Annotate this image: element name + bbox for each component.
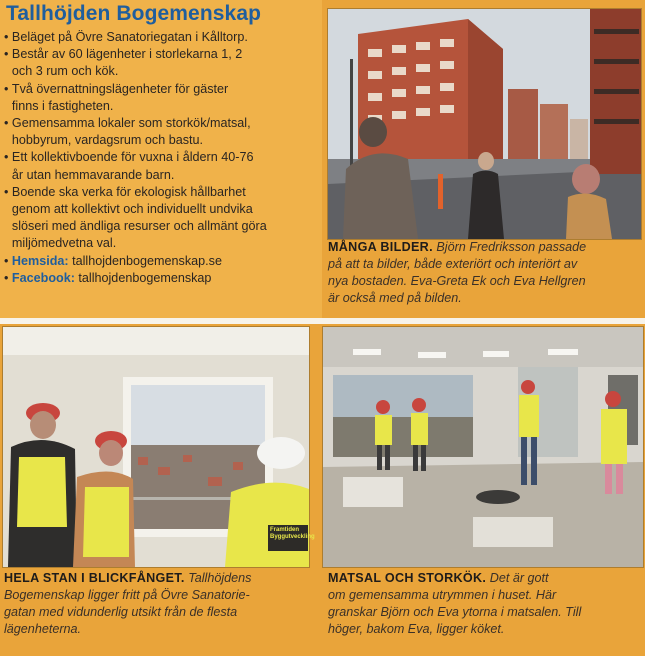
vest-print-text: Framtiden Byggutveckling	[270, 527, 315, 540]
info-bullet: • Ett kollektivboende för vuxna i åldern 40-76	[4, 149, 320, 166]
caption-matsal-storkok: MATSAL OCH STORKÖK. Det är gott om gemensamma utrymmen i huset. Här granskar Björn och Eva ytorna i matsalen. Till höger, bakom Eva, ligger köket.	[328, 571, 582, 636]
info-bullet-cont: genom att kollektivt och individuellt undvika	[11, 202, 253, 217]
info-bullet: • Boende ska verka för ekologisk hållbarhet	[4, 184, 320, 201]
info-bullet-cont: år utan hemmavarande barn.	[11, 167, 175, 182]
window-photo-illustration	[3, 327, 315, 567]
homepage-line: • Hemsida: tallhojdenbogemenskap.se	[4, 253, 320, 270]
info-bullet: • Gemensamma lokaler som storkök/matsal,	[4, 115, 320, 132]
info-bullet: • Beläget på Övre Sanatoriegatan i Kålltorp.	[4, 29, 320, 46]
info-box	[0, 0, 322, 318]
section-divider	[0, 318, 645, 324]
info-title: Tallhöjden Bogemenskap	[6, 2, 262, 25]
photo-building-exterior	[327, 8, 642, 240]
info-bullet-cont: miljömedvetna val.	[11, 236, 117, 251]
photo-dining-hall	[322, 326, 644, 568]
info-bullet-cont: slöseri med ändliga resurser och allmänt göra	[11, 219, 267, 234]
facebook-line: • Facebook: tallhojdenbogemenskap	[4, 270, 320, 287]
photo-window-view	[2, 326, 315, 568]
caption-manga-bilder: MÅNGA BILDER. Björn Fredriksson passade på att ta bilder, både exteriört och interiört av nya bostaden. Eva-Greta Ek och Eva Hellgren är också med på bilden.	[328, 240, 587, 305]
dining-photo-illustration	[323, 327, 643, 567]
info-bullet: • Två övernattningslägenheter för gäster	[4, 81, 320, 98]
facebook-link[interactable]: tallhojdenbogemenskap	[78, 270, 212, 285]
homepage-link[interactable]: tallhojdenbogemenskap.se	[72, 253, 222, 268]
info-bullet-cont: hobbyrum, vardagsrum och bastu.	[11, 133, 204, 148]
info-bullet-cont: finns i fastigheten.	[11, 98, 114, 113]
caption-hela-stan: HELA STAN I BLICKFÅNGET. Tallhöjdens Bogemenskap ligger fritt på Övre Sanatorie- gatan med vidunderlig utsikt från de flesta lägenheterna.	[4, 571, 252, 636]
info-bullet: • Består av 60 lägenheter i storlekarna 1, 2	[4, 46, 320, 63]
building-photo-illustration	[328, 9, 641, 239]
info-bullet-cont: och 3 rum och kök.	[11, 64, 119, 79]
info-list	[4, 29, 320, 287]
